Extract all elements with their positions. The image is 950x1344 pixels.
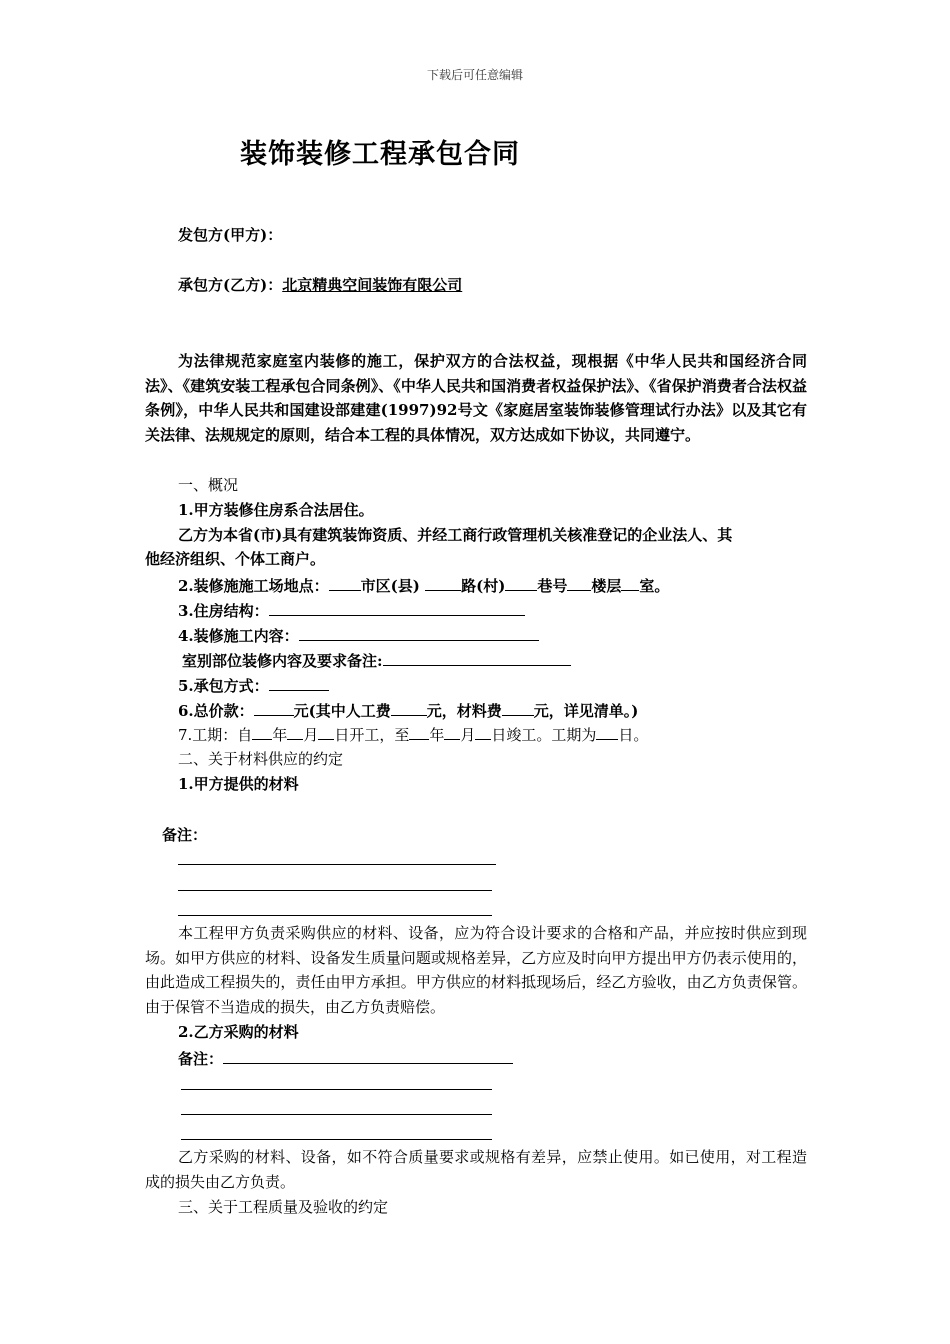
clause-2-1: 1.甲方提供的材料 bbox=[178, 775, 299, 793]
remarks2-line bbox=[178, 1046, 513, 1072]
clause-1-3 bbox=[178, 598, 525, 624]
work-content-label: 4.装修施工内容： bbox=[178, 627, 299, 645]
room-requirements-label: 室别部位装修内容及要求备注: bbox=[182, 652, 383, 670]
material-fee-label: 元，材料费 bbox=[426, 702, 502, 720]
section-1-heading: 一、概况 bbox=[178, 476, 239, 494]
price-note: 元，详见清单。) bbox=[533, 702, 639, 720]
header-note: 下载后可任意编辑 bbox=[426, 68, 523, 82]
clause-1-7 bbox=[178, 722, 648, 748]
intro-paragraph: 为法律规范家庭室内装修的施工，保护双方的合法权益，现根据《中华人民共和国经济合同法》、《建筑安装工程承包合同条例》、《中华人民共和国消费者权益保护法》、《省保护消费者合法权益条例》，中华人民共和国建设部建建(1997)92号文《家庭居室装饰装修管理试行办法》以及其它有关法律、法规规定的原则，结合本工程的具体情况，双方达成如下协议，共同遵宁。 bbox=[145, 352, 807, 444]
blank-work-content[interactable] bbox=[299, 623, 539, 641]
labor-fee-label: 元(其中人工费 bbox=[293, 702, 391, 720]
road-label: 路(村) bbox=[461, 577, 506, 595]
year-unit-2: 年 bbox=[429, 726, 445, 744]
clause-1-2 bbox=[178, 573, 669, 599]
party-b-label: 承包方(乙方)： bbox=[178, 276, 283, 294]
blank-end-month[interactable] bbox=[444, 722, 460, 740]
floor-label: 楼层 bbox=[591, 577, 622, 595]
structure-label: 3.住房结构： bbox=[178, 602, 269, 620]
month-unit: 月 bbox=[303, 726, 319, 744]
blank-start-month[interactable] bbox=[287, 722, 303, 740]
clause-1-1: 1.甲方装修住房系合法居住。 bbox=[178, 501, 374, 519]
party-b-line bbox=[178, 273, 462, 298]
blank-city[interactable] bbox=[329, 573, 361, 591]
lane-label: 巷号 bbox=[537, 577, 568, 595]
blank-material-fee[interactable] bbox=[502, 698, 534, 716]
blank-structure[interactable] bbox=[269, 598, 525, 616]
remarks-label: 备注： bbox=[162, 826, 208, 844]
blank-labor-fee[interactable] bbox=[391, 698, 427, 716]
remarks-line-3[interactable] bbox=[178, 915, 492, 916]
contract-mode-label: 5.承包方式： bbox=[178, 677, 269, 695]
blank-remarks2[interactable] bbox=[223, 1046, 513, 1064]
year-unit: 年 bbox=[272, 726, 288, 744]
total-price-label: 6.总价款： bbox=[178, 702, 254, 720]
end-unit: 日竣工。工期为 bbox=[491, 726, 597, 744]
blank-lane[interactable] bbox=[505, 573, 537, 591]
remarks2-line-2[interactable] bbox=[181, 1114, 492, 1115]
start-unit: 日开工，至 bbox=[334, 726, 410, 744]
section-3-heading: 三、关于工程质量及验收的约定 bbox=[178, 1198, 389, 1216]
party-a-line bbox=[178, 223, 282, 248]
remarks-line-2[interactable] bbox=[178, 890, 492, 891]
blank-start-year[interactable] bbox=[252, 722, 272, 740]
district-label: 市区(县) bbox=[360, 577, 420, 595]
clause-1-6 bbox=[178, 698, 638, 724]
clause-2-2-paragraph: 乙方采购的材料、设备，如不符合质量要求或规格有差异，应禁止使用。如已使用，对工程造成的损失由乙方负责。 bbox=[145, 1148, 807, 1191]
blank-duration[interactable] bbox=[596, 722, 618, 740]
clause-1-1b-line1: 乙方为本省(市)具有建筑装饰资质、并经工商行政管理机关核准登记的企业法人、其 bbox=[178, 526, 733, 544]
blank-contract-mode[interactable] bbox=[269, 673, 329, 691]
clause-1-5 bbox=[178, 673, 329, 699]
blank-road[interactable] bbox=[425, 573, 461, 591]
room-label: 室。 bbox=[639, 577, 670, 595]
party-a-label: 发包方(甲方)： bbox=[178, 226, 283, 244]
blank-floor[interactable] bbox=[567, 573, 591, 591]
period-label: 7.工期：自 bbox=[178, 726, 253, 744]
clause-2-2: 2.乙方采购的材料 bbox=[178, 1023, 299, 1041]
party-b-name: 北京精典空间装饰有限公司 bbox=[282, 276, 463, 294]
clause-1-4 bbox=[178, 623, 539, 649]
clause-1-1b-line2: 他经济组织、个体工商户。 bbox=[145, 550, 326, 568]
site-address-label: 2.装修施施工场地点： bbox=[178, 577, 329, 595]
remarks-line-1[interactable] bbox=[178, 864, 496, 865]
day-unit: 日。 bbox=[618, 726, 649, 744]
blank-end-day[interactable] bbox=[475, 722, 491, 740]
section-2-heading: 二、关于材料供应的约定 bbox=[178, 750, 344, 768]
document-title: 装饰装修工程承包合同 bbox=[240, 139, 520, 170]
blank-room-requirements[interactable] bbox=[383, 648, 571, 666]
remarks2-label: 备注： bbox=[178, 1050, 224, 1068]
blank-start-day[interactable] bbox=[318, 722, 334, 740]
clause-2-1-paragraph: 本工程甲方负责采购供应的材料、设备，应为符合设计要求的合格和产品，并应按时供应到现场。如甲方供应的材料、设备发生质量问题或规格差异，乙方应及时向甲方提出甲方仍表示使用的，由此造成工程损失的，责任由甲方承担。甲方供应的材料抵现场后，经乙方验收，由乙方负责保管。由于保管不当造成的损失，由乙方负责赔偿。 bbox=[145, 924, 807, 1016]
blank-total-price[interactable] bbox=[254, 698, 294, 716]
remarks2-line-1[interactable] bbox=[181, 1089, 492, 1090]
blank-end-year[interactable] bbox=[409, 722, 429, 740]
clause-1-4b bbox=[182, 648, 571, 674]
month-unit-2: 月 bbox=[460, 726, 476, 744]
blank-room[interactable] bbox=[621, 573, 639, 591]
remarks2-line-3[interactable] bbox=[181, 1139, 492, 1140]
